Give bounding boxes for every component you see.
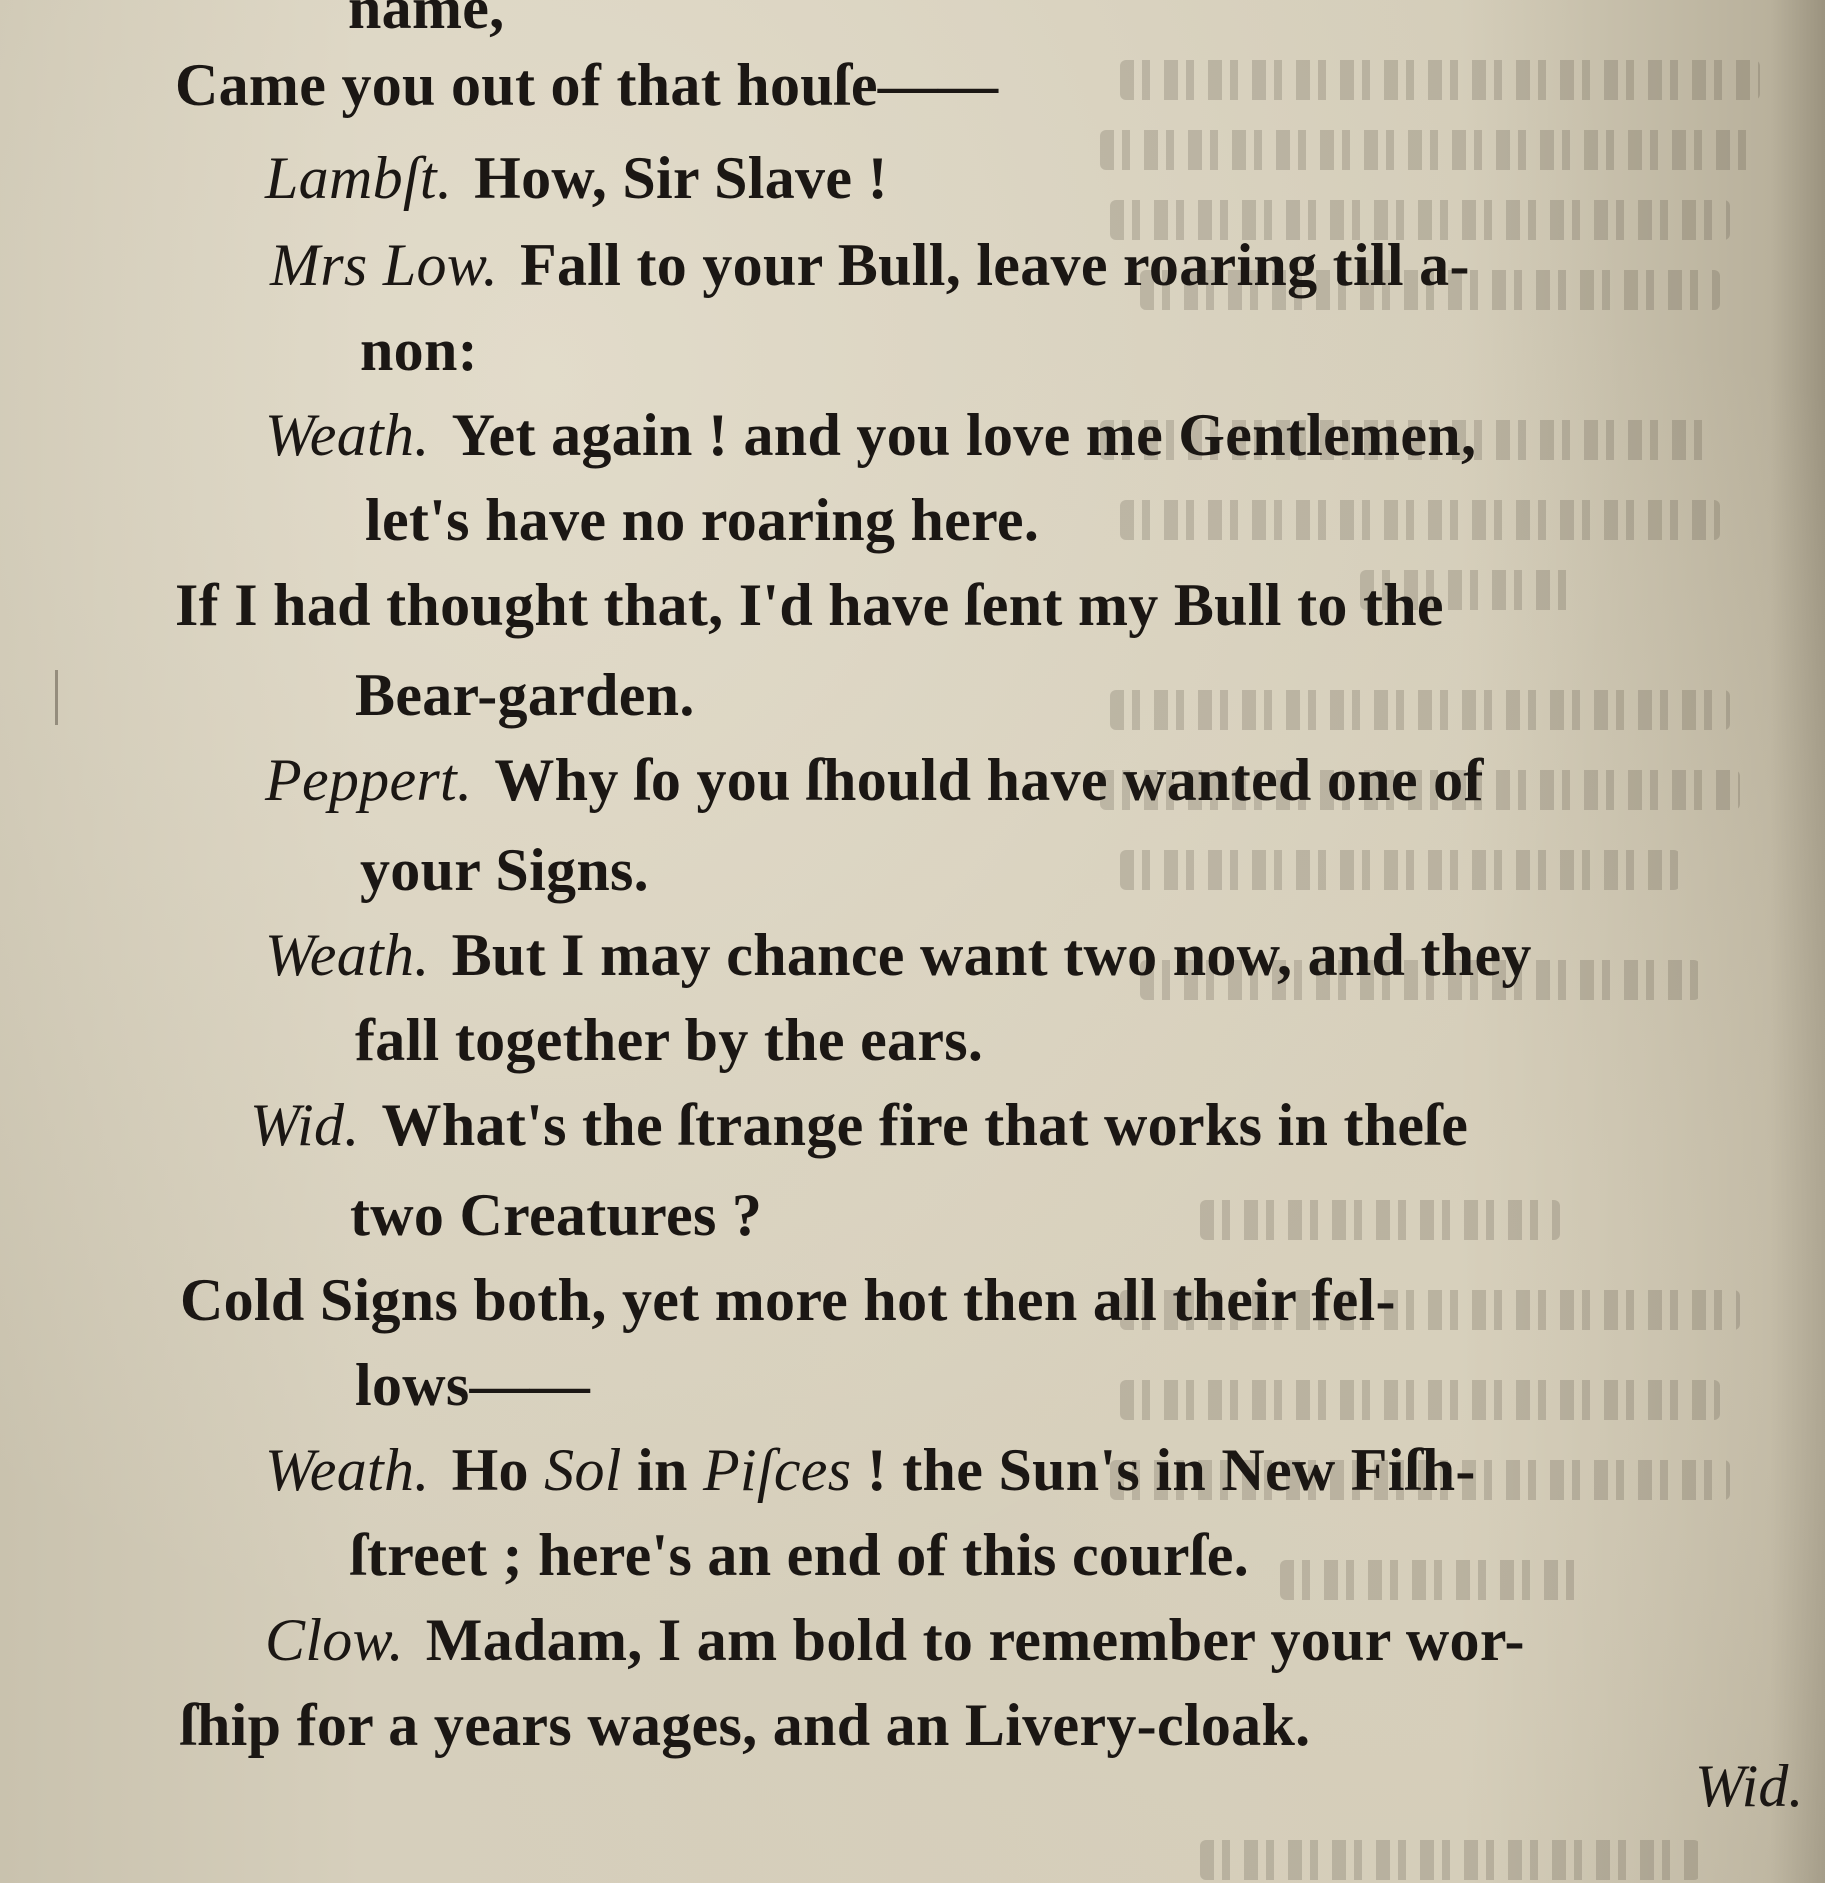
line-text: ſtreet ; here's an end of this courſe. [350,1522,1250,1588]
line-text: Ho Sol in Piſces ! the Sun's in New Fiſh- [451,1437,1476,1503]
text-line [265,922,1532,988]
line-speaker: Lambſt. [265,145,453,211]
italic-word: Piſces [702,1437,852,1503]
line-text: two Creatures ? [350,1182,763,1248]
text-line [265,747,1484,813]
line-text: Cold Signs both, yet more hot then all their fel- [180,1267,1396,1333]
line-text: Fall to your Bull, leave roaring till a- [520,232,1470,298]
text-line [250,1092,1469,1158]
text-line [265,1437,1476,1503]
text-line [360,837,649,903]
line-text: What's the ſtrange fire that works in theſe [381,1092,1469,1158]
line-text: How, Sir Slave ! [474,145,888,211]
line-text: ſhip for a years wages, and an Livery-cloak. [180,1692,1311,1758]
text-line [355,1352,591,1418]
line-speaker: Weath. [265,1437,430,1503]
line-speaker: Wid. [250,1092,360,1158]
line-text: If I had thought that, I'd have ſent my Bull to the [175,572,1444,638]
text-line [180,1692,1311,1758]
line-text: Bear-garden. [355,662,695,728]
text-line [350,1182,763,1248]
text-line [270,232,1470,298]
line-text: let's have no roaring here. [365,487,1040,553]
line-text: Madam, I am bold to remember your wor- [425,1607,1525,1673]
line-speaker: Peppert. [265,747,473,813]
text-line [348,0,505,41]
line-text: Why ſo you ſhould have wanted one of [494,747,1484,813]
line-text: Came you out of that houſe—— [175,52,999,118]
catchword: Wid. [1695,1753,1804,1819]
line-text: name, [348,0,505,41]
text-line [355,1007,984,1073]
text-line [180,1267,1396,1333]
text-line [175,52,999,118]
line-text: fall together by the ears. [355,1007,984,1073]
italic-word: Sol [544,1437,622,1503]
margin-stroke [55,670,58,725]
line-speaker: Weath. [265,402,430,468]
text-line [360,317,478,383]
text-line [175,572,1444,638]
text-line [265,402,1477,468]
line-text: your Signs. [360,837,649,903]
line-speaker: Mrs Low. [270,232,499,298]
text-line [350,1522,1250,1588]
text-line [265,145,888,211]
line-text: Yet again ! and you love me Gentlemen, [451,402,1477,468]
text-line [265,1607,1525,1673]
line-speaker: Clow. [265,1607,404,1673]
text-line [365,487,1040,553]
line-text: lows—— [355,1352,591,1418]
line-speaker: Weath. [265,922,430,988]
line-text: But I may chance want two now, and they [451,922,1532,988]
line-text: non: [360,317,478,383]
text-line [355,662,695,728]
